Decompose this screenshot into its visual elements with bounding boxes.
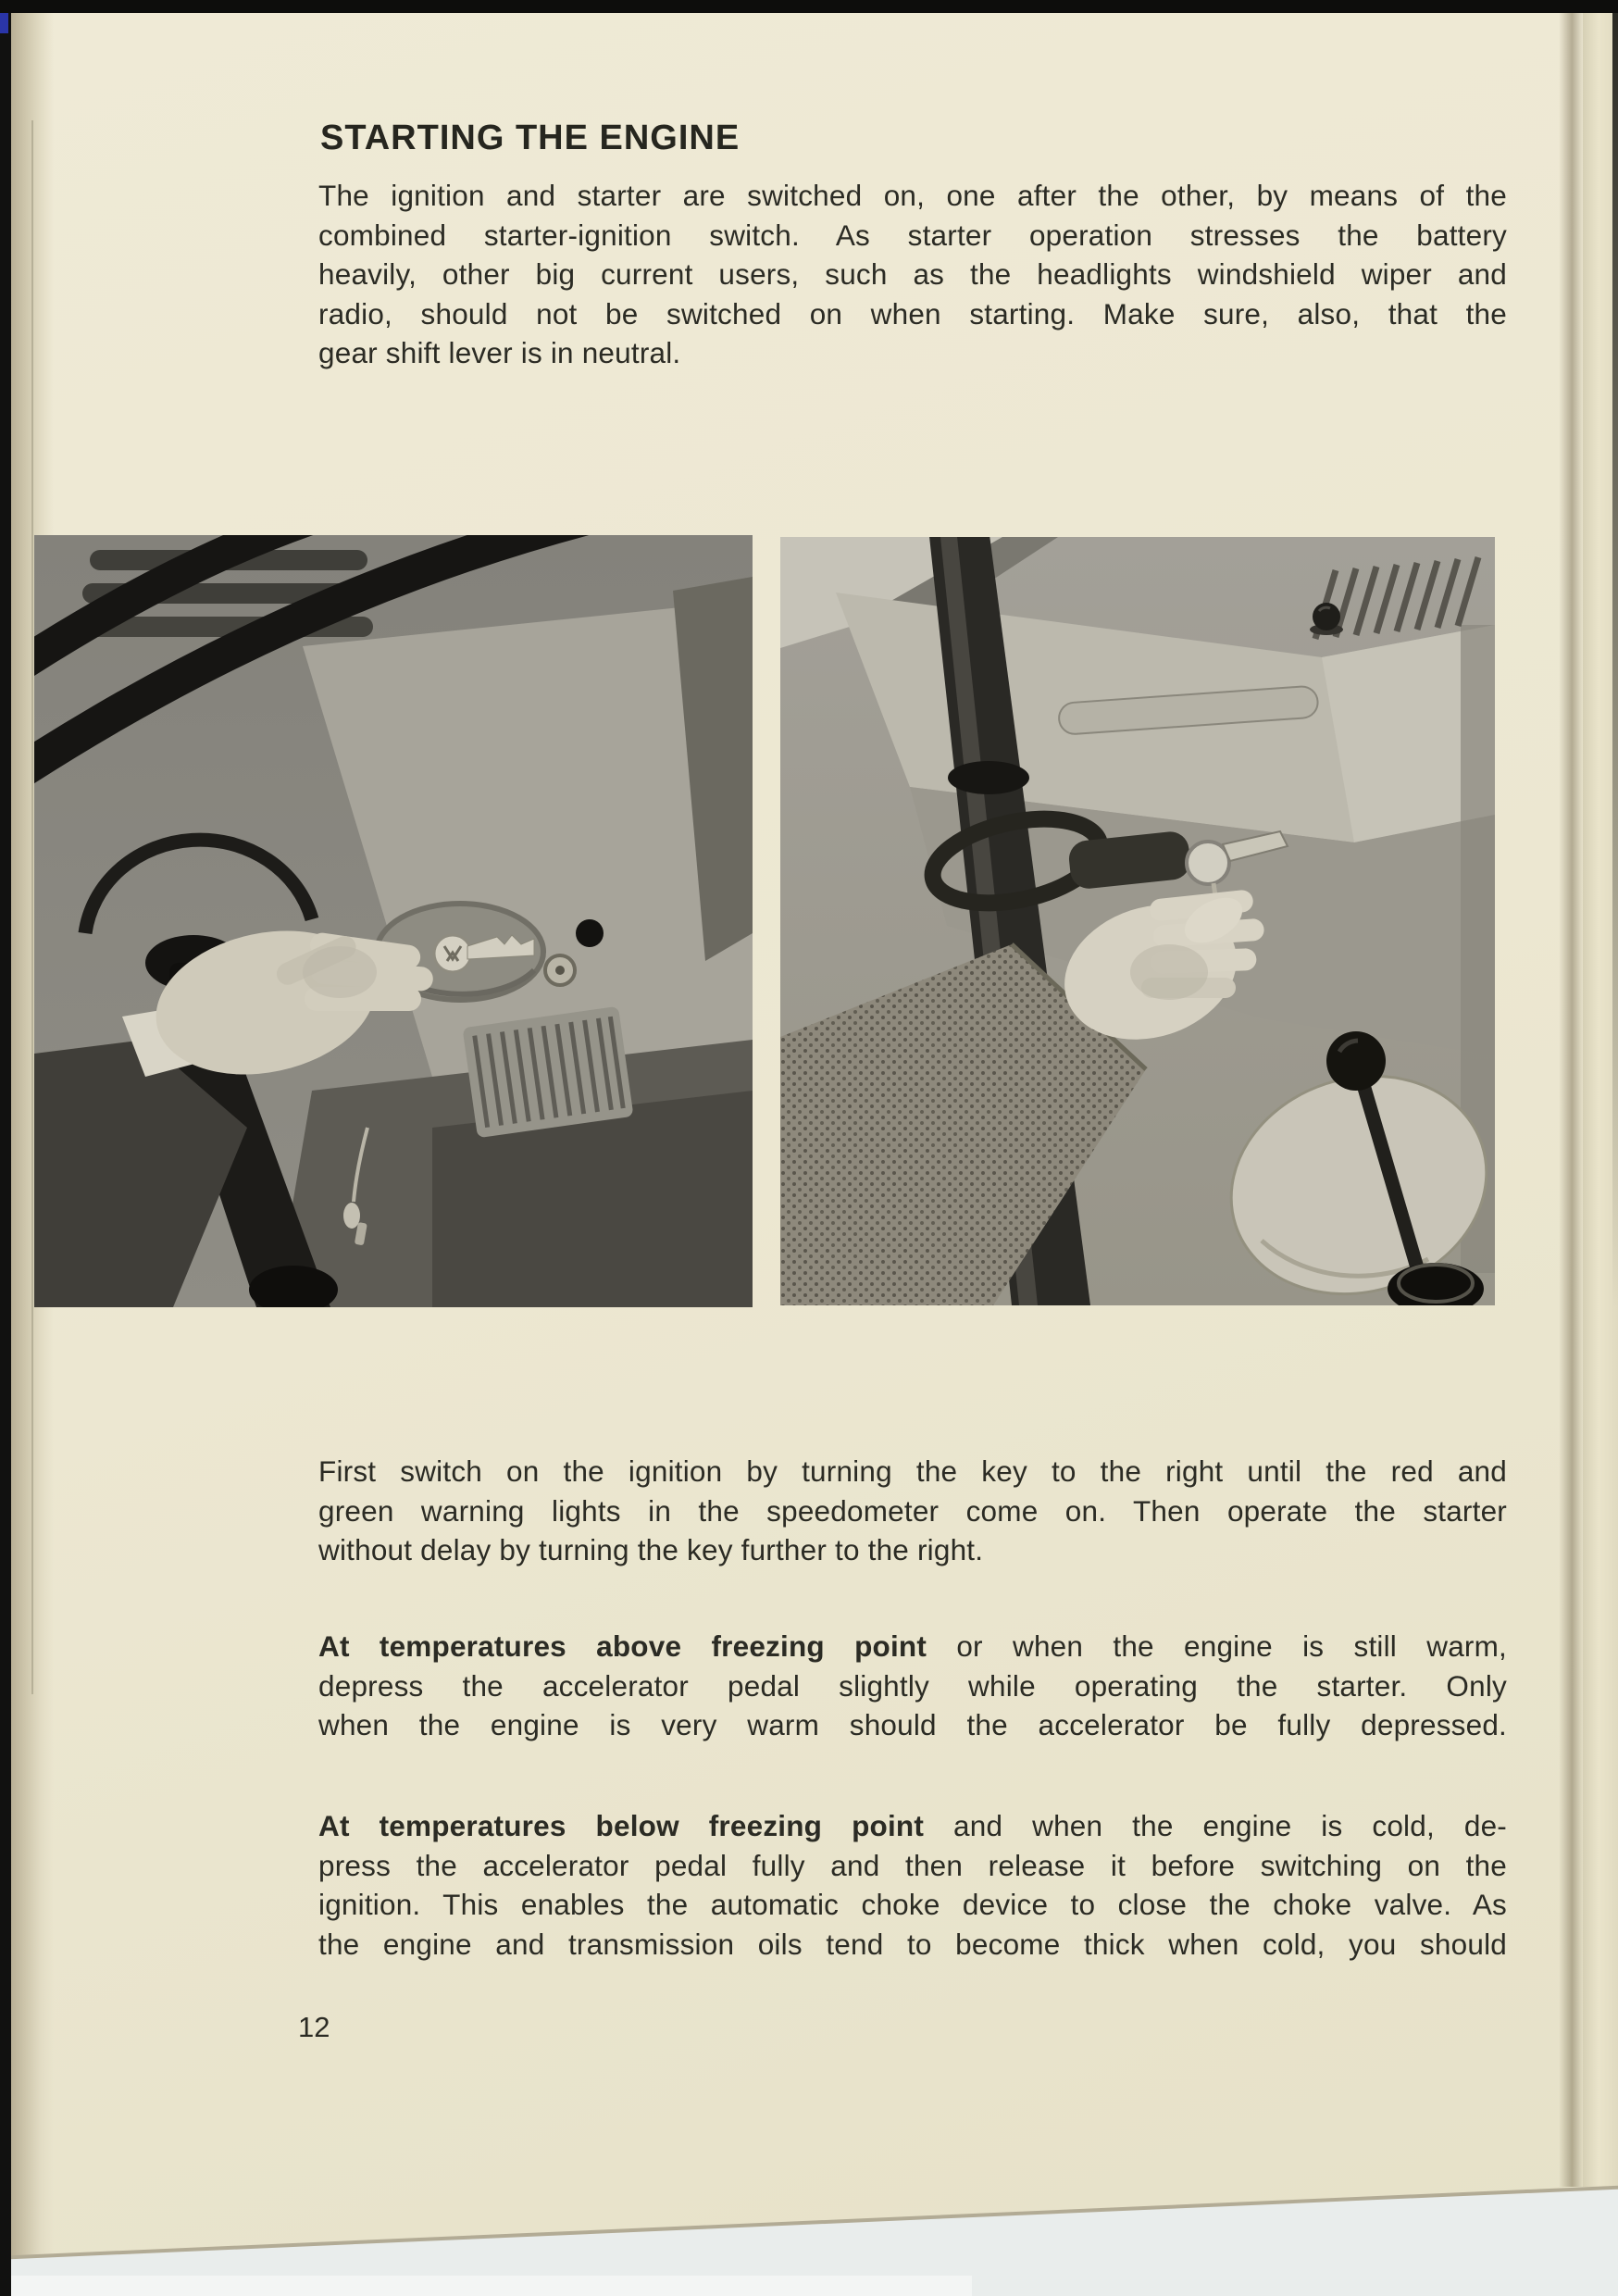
above-freezing-paragraph (318, 1627, 1507, 1745)
pull-knob (576, 919, 604, 947)
text-line: ignition. This enables the automatic choke device to close the choke valve. As (318, 1888, 1507, 1922)
text-line: press the accelerator pedal fully and then release it before switching on the (318, 1848, 1507, 1882)
table-surface (0, 2276, 972, 2296)
text-line: gear shift lever is in neutral. (318, 336, 681, 370)
hand-shading (303, 946, 377, 998)
page-title: STARTING THE ENGINE (320, 119, 741, 157)
text-line: when the engine is very warm should the accelerator be fully depressed. (318, 1708, 1507, 1742)
book-cover-edge-right (1612, 13, 1618, 1309)
text-line: The ignition and starter are switched on, one after the other, by means of the (318, 179, 1507, 212)
page-number: 12 (298, 2011, 330, 2043)
hand-shading (1130, 944, 1208, 1000)
text-line: At temperatures below freezing point and when the engine is cold, de- (318, 1809, 1507, 1842)
photo-ignition-switch-dashboard (34, 535, 753, 1307)
first-switch-paragraph (318, 1452, 1507, 1570)
cover-accent (0, 13, 8, 33)
below-freezing-paragraph (318, 1806, 1507, 1964)
text-line: At temperatures above freezing point or when the engine is still warm, (318, 1629, 1507, 1663)
text-line: First switch on the ignition by turning the key to the right until the red and (318, 1454, 1507, 1488)
book-cover-edge-top (0, 0, 1618, 13)
vent-grille (462, 1006, 633, 1138)
text-line: combined starter-ignition switch. As starter operation stresses the battery (318, 218, 1507, 252)
photo-left-illustration (34, 535, 753, 1307)
text-line: without delay by turning the key further to the right. (318, 1533, 984, 1567)
text-line: radio, should not be switched on when starting. Make sure, also, that the (318, 296, 1507, 331)
text-line: green warning lights in the speedometer come on. Then operate the starter (318, 1493, 1507, 1528)
ignition-lock (545, 955, 575, 985)
photo-ignition-key-turning (780, 537, 1495, 1305)
page-curl-shadow (1559, 13, 1583, 2187)
lock-cylinder (1187, 842, 1229, 884)
text-line: the engine and transmission oils tend to become thick when cold, you should (318, 1927, 1507, 1961)
intro-paragraph (318, 176, 1507, 373)
photo-right-illustration (780, 537, 1495, 1305)
text-line: heavily, other big current users, such as the headlights windshield wiper and (318, 257, 1507, 292)
text-line: depress the accelerator pedal slightly while operating the starter. Only (318, 1668, 1507, 1703)
book-cover-edge-left (0, 0, 11, 2296)
page-stack-line (31, 120, 33, 1694)
